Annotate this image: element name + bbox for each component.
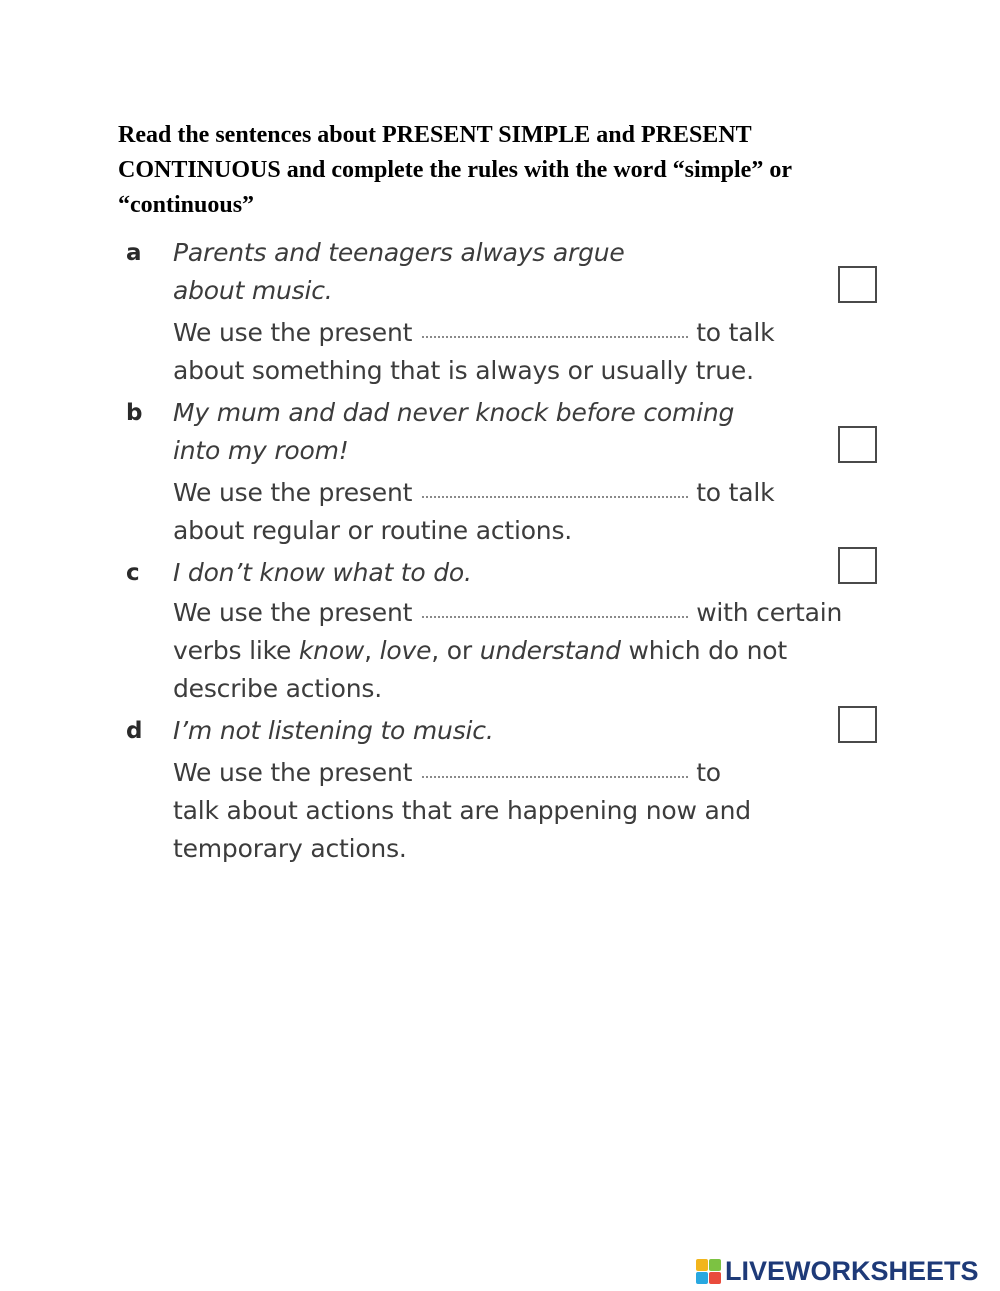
item-a-rule-line-1 xyxy=(173,318,774,347)
item-d-answer-checkbox[interactable] xyxy=(838,706,877,743)
item-b-answer-blank[interactable] xyxy=(422,494,688,498)
item-a-rule-line-2: about something that is always or usually true. xyxy=(173,356,754,385)
item-a-letter: a xyxy=(126,240,142,266)
item-c-rule-start: We use the present xyxy=(173,598,413,627)
item-c-rule-line-2 xyxy=(173,636,787,665)
liveworksheets-logo-text: LIVEWORKSHEETS xyxy=(725,1255,979,1286)
item-c-rule-line-1 xyxy=(173,598,842,627)
item-c-answer-checkbox[interactable] xyxy=(838,547,877,584)
instructions: Read the sentences about PRESENT SIMPLE and PRESENT CONTINUOUS and complete the rules with the word “simple” or “continuous” xyxy=(118,122,792,218)
logo-mark-square-1 xyxy=(696,1259,708,1271)
item-d-answer-blank[interactable] xyxy=(422,774,688,778)
item-b-rule-start: We use the present xyxy=(173,478,413,507)
item-d-rule-line-2: talk about actions that are happening now and xyxy=(173,796,751,825)
item-b-letter: b xyxy=(126,400,143,426)
item-a-example-line-1: Parents and teenagers always argue xyxy=(173,238,625,267)
liveworksheets-logo xyxy=(696,1254,979,1288)
item-d-letter: d xyxy=(126,718,143,744)
item-d-example-line-1: I’m not listening to music. xyxy=(173,716,494,745)
item-b-example-line-2: into my room! xyxy=(173,436,349,465)
item-b-rule-after-blank: to talk xyxy=(696,478,775,507)
item-b-answer-checkbox[interactable] xyxy=(838,426,877,463)
item-c-rule-text-3: , or xyxy=(431,636,480,665)
item-c-verb-understand: understand xyxy=(479,636,621,665)
logo-mark-square-3 xyxy=(696,1272,708,1284)
item-b-rule-line-2: about regular or routine actions. xyxy=(173,516,573,545)
item-b-example-line-1: My mum and dad never knock before coming xyxy=(173,398,735,427)
item-d-rule-line-3: temporary actions. xyxy=(173,834,407,863)
item-c-letter: c xyxy=(126,560,140,586)
item-a-answer-checkbox[interactable] xyxy=(838,266,877,303)
item-c-rule-text-4: which do not xyxy=(620,636,787,665)
item-a-rule-after-blank: to talk xyxy=(696,318,775,347)
logo-mark-square-2 xyxy=(709,1259,721,1271)
item-c-rule-line-3: describe actions. xyxy=(173,674,382,703)
item-d-rule-line-1 xyxy=(173,758,721,787)
item-d-rule-start: We use the present xyxy=(173,758,413,787)
item-d-rule-after-blank: to xyxy=(696,758,721,787)
item-a-rule-start: We use the present xyxy=(173,318,413,347)
item-c-rule-text-1: verbs like xyxy=(173,636,299,665)
item-b-rule-line-1 xyxy=(173,478,774,507)
liveworksheets-logo-icon xyxy=(696,1259,721,1284)
item-c-rule-text-2: , xyxy=(364,636,380,665)
item-c-verb-know: know xyxy=(298,636,365,665)
item-a-example-line-2: about music. xyxy=(173,276,333,305)
logo-mark-square-4 xyxy=(709,1272,721,1284)
item-c-example-line-1: I don’t know what to do. xyxy=(173,558,472,587)
item-c-answer-blank[interactable] xyxy=(422,614,688,618)
item-c-rule-after-blank: with certain xyxy=(696,598,843,627)
item-c-verb-love: love xyxy=(379,636,432,665)
item-a-answer-blank[interactable] xyxy=(422,334,688,338)
